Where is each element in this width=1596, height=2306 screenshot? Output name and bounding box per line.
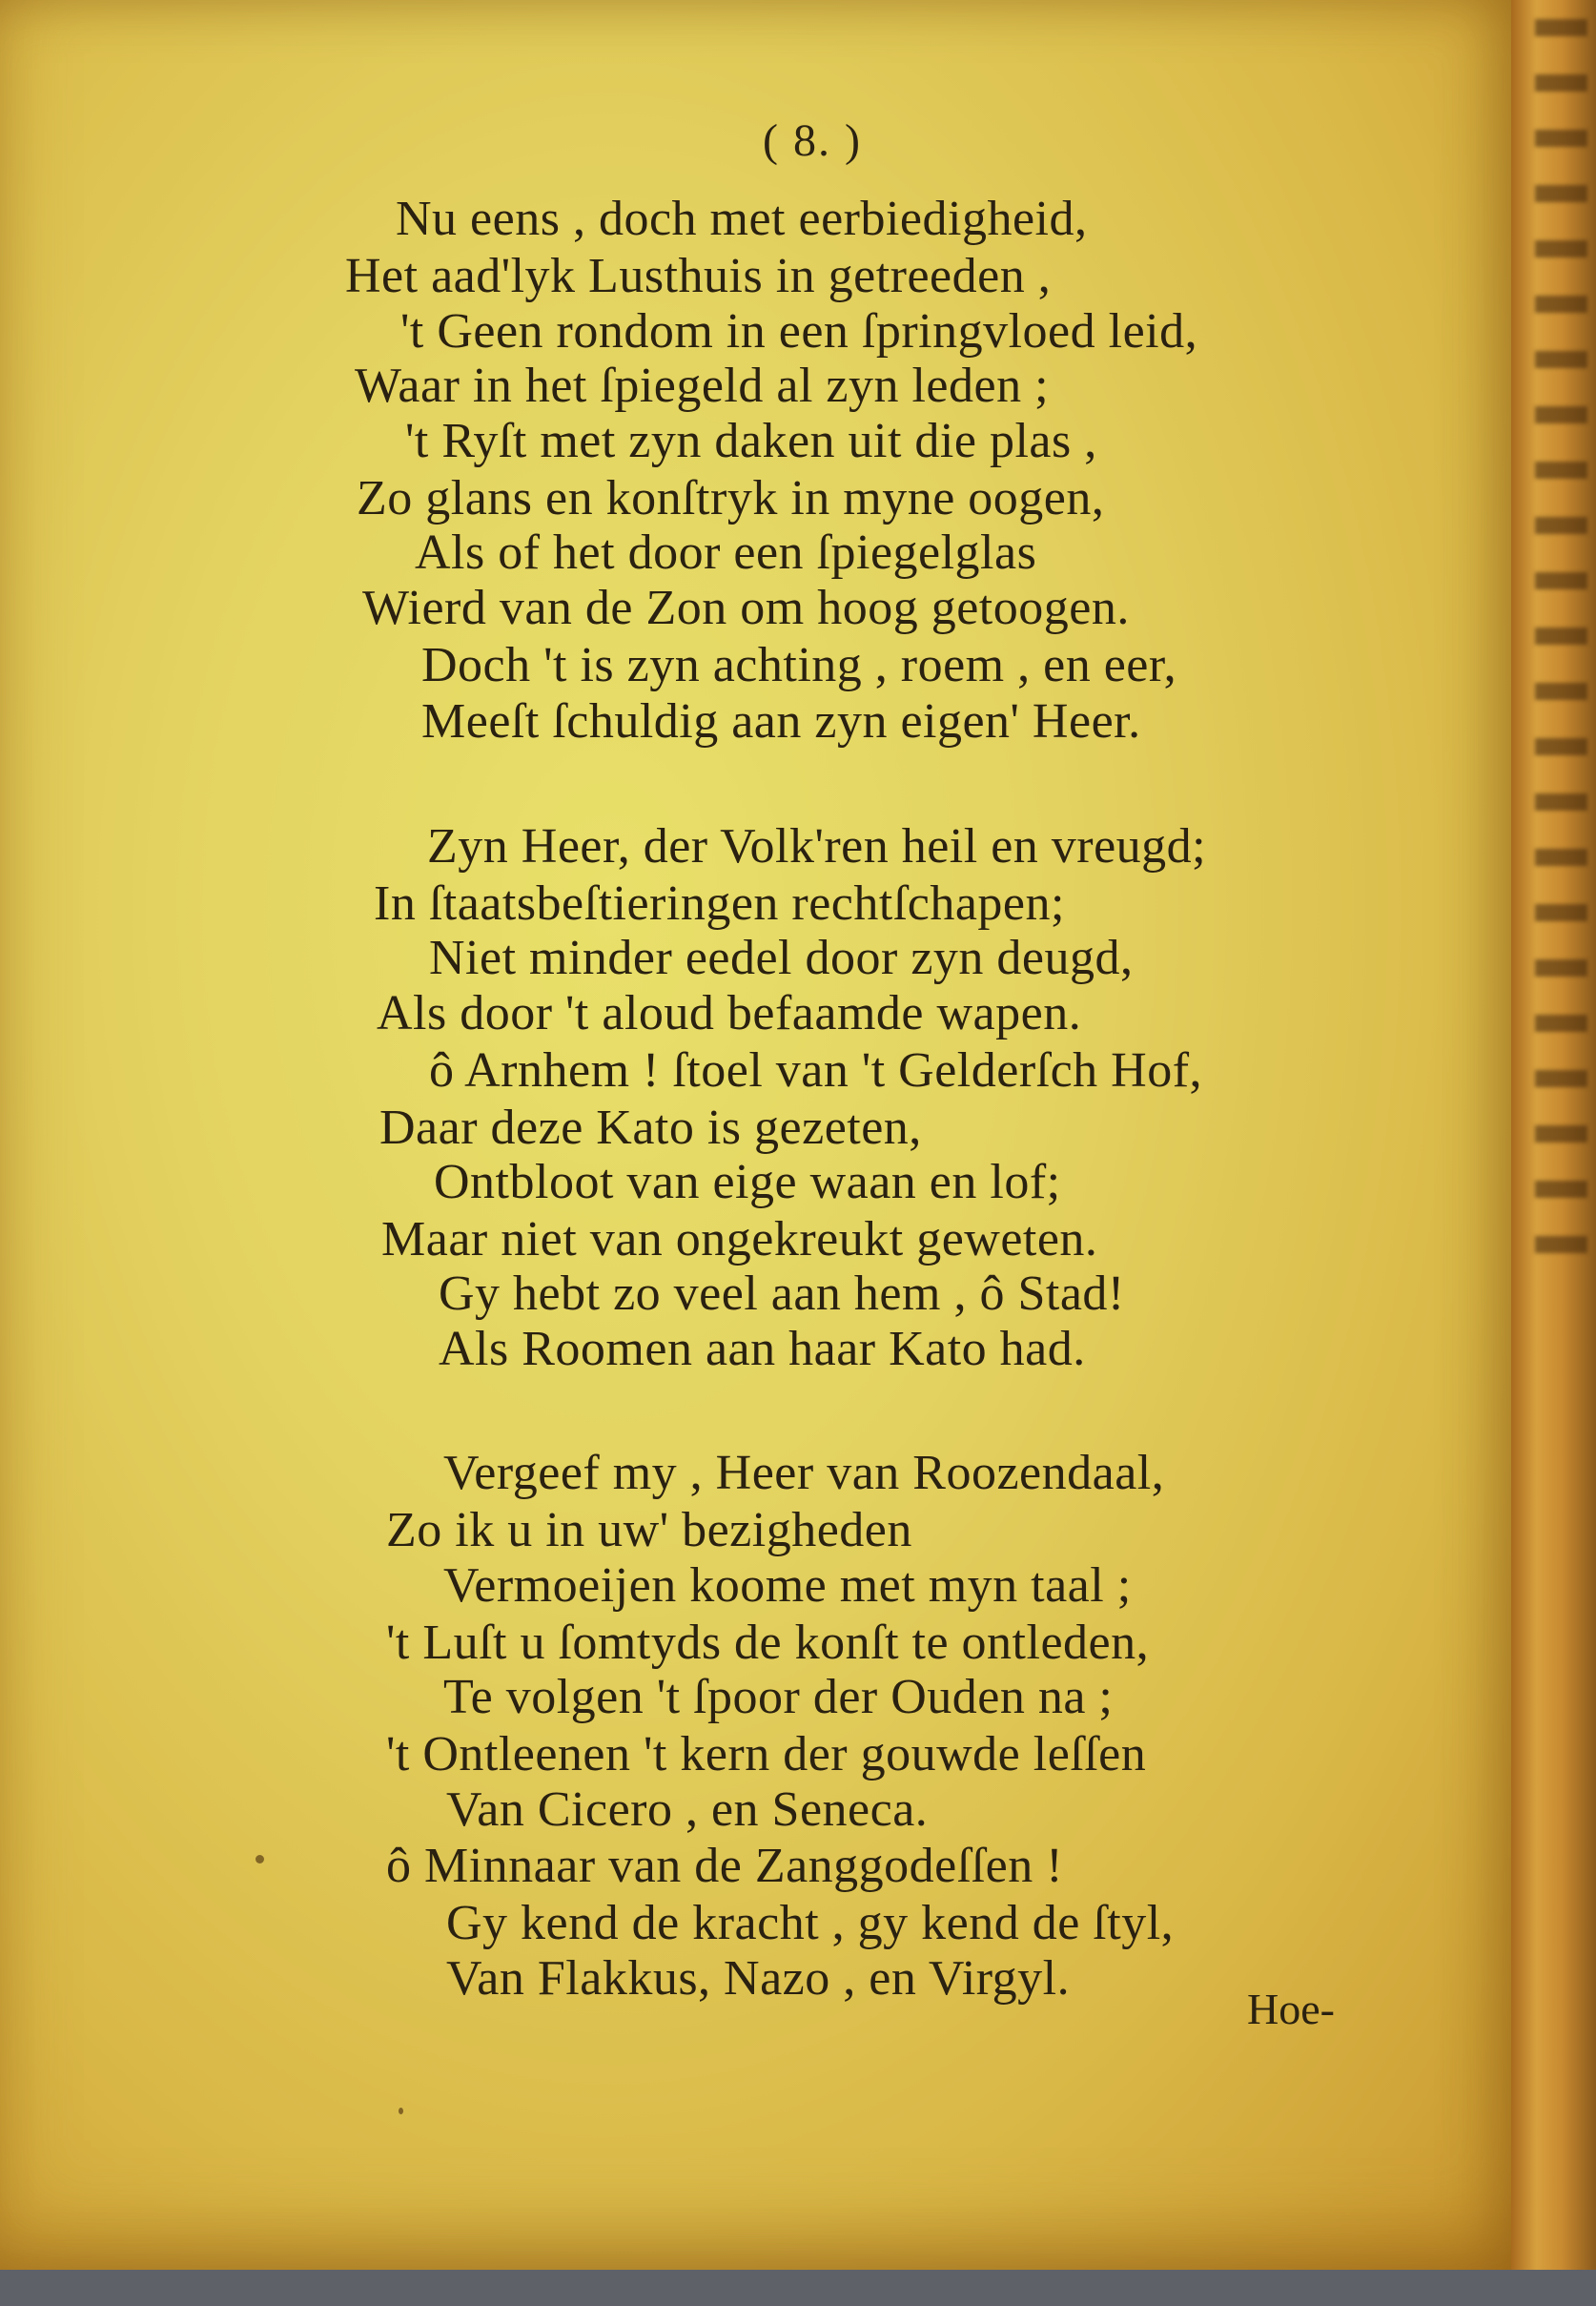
poem-line: Van Flakkus, Nazo , en Virgyl. bbox=[446, 1951, 1071, 2006]
ink-spot bbox=[399, 2108, 403, 2114]
poem-line: Te volgen 't ſpoor der Ouden na ; bbox=[443, 1670, 1114, 1724]
poem-line: Zyn Heer, der Volk'ren heil en vreugd; bbox=[427, 819, 1207, 874]
poem-line: Doch 't is zyn achting , roem , en eer, bbox=[421, 638, 1177, 692]
poem-line: Zo glans en konſtryk in myne oogen, bbox=[357, 471, 1105, 525]
poem-line: Vermoeijen koome met myn taal ; bbox=[443, 1558, 1132, 1613]
poem-line: Als door 't aloud befaamde wapen. bbox=[377, 986, 1082, 1040]
poem-line: Zo ik u in uw' bezigheden bbox=[386, 1503, 912, 1557]
poem-line: Het aad'lyk Lusthuis in getreeden , bbox=[345, 249, 1052, 303]
poem-line: Daar deze Kato is gezeten, bbox=[379, 1101, 922, 1155]
poem-line: Wierd van de Zon om hoog getoogen. bbox=[362, 581, 1130, 635]
poem-line: Ontbloot van eige waan en lof; bbox=[434, 1155, 1061, 1209]
catchword: Hoe- bbox=[1247, 1985, 1335, 2033]
poem-line: Gy kend de kracht , gy kend de ſtyl, bbox=[446, 1896, 1175, 1950]
poem-line: Als Roomen aan haar Kato had. bbox=[439, 1322, 1086, 1376]
poem-line: Niet minder eedel door zyn deugd, bbox=[429, 931, 1134, 985]
poem-line: Vergeef my , Heer van Roozendaal, bbox=[443, 1446, 1165, 1500]
poem-line: Als of het door een ſpiegelglas bbox=[415, 525, 1037, 580]
poem-line: 't Ryſt met zyn daken uit die plas , bbox=[405, 414, 1097, 468]
poem-line: Gy hebt zo veel aan hem , ô Stad! bbox=[439, 1266, 1125, 1321]
poem-line: ô Minnaar van de Zanggodeſſen ! bbox=[386, 1839, 1064, 1893]
poem-line: Waar in het ſpiegeld al zyn leden ; bbox=[355, 359, 1050, 413]
poem-line: Van Cicero , en Seneca. bbox=[446, 1782, 929, 1837]
poem-line: 't Ontleenen 't kern der gouwde leſſen bbox=[386, 1727, 1147, 1781]
poem-line: Nu eens , doch met eerbiedigheid, bbox=[396, 192, 1088, 246]
table-surface bbox=[0, 2270, 1596, 2306]
poem-line: 't Luſt u ſomtyds de konſt te ontleden, bbox=[386, 1616, 1150, 1670]
poem-line: Meeſt ſchuldig aan zyn eigen' Heer. bbox=[421, 694, 1141, 749]
page-number: ( 8. ) bbox=[763, 115, 862, 166]
bleed-through-text bbox=[1535, 19, 1587, 1259]
ink-spot bbox=[256, 1855, 264, 1863]
poem-line: Maar niet van ongekreukt geweten. bbox=[381, 1212, 1098, 1266]
facing-page-edge bbox=[1511, 0, 1596, 2306]
poem-line: 't Geen rondom in een ſpringvloed leid, bbox=[400, 304, 1198, 359]
poem-line: In ſtaatsbeſtieringen rechtſchapen; bbox=[374, 876, 1065, 931]
poem-line: ô Arnhem ! ſtoel van 't Gelderſch Hof, bbox=[429, 1043, 1203, 1098]
